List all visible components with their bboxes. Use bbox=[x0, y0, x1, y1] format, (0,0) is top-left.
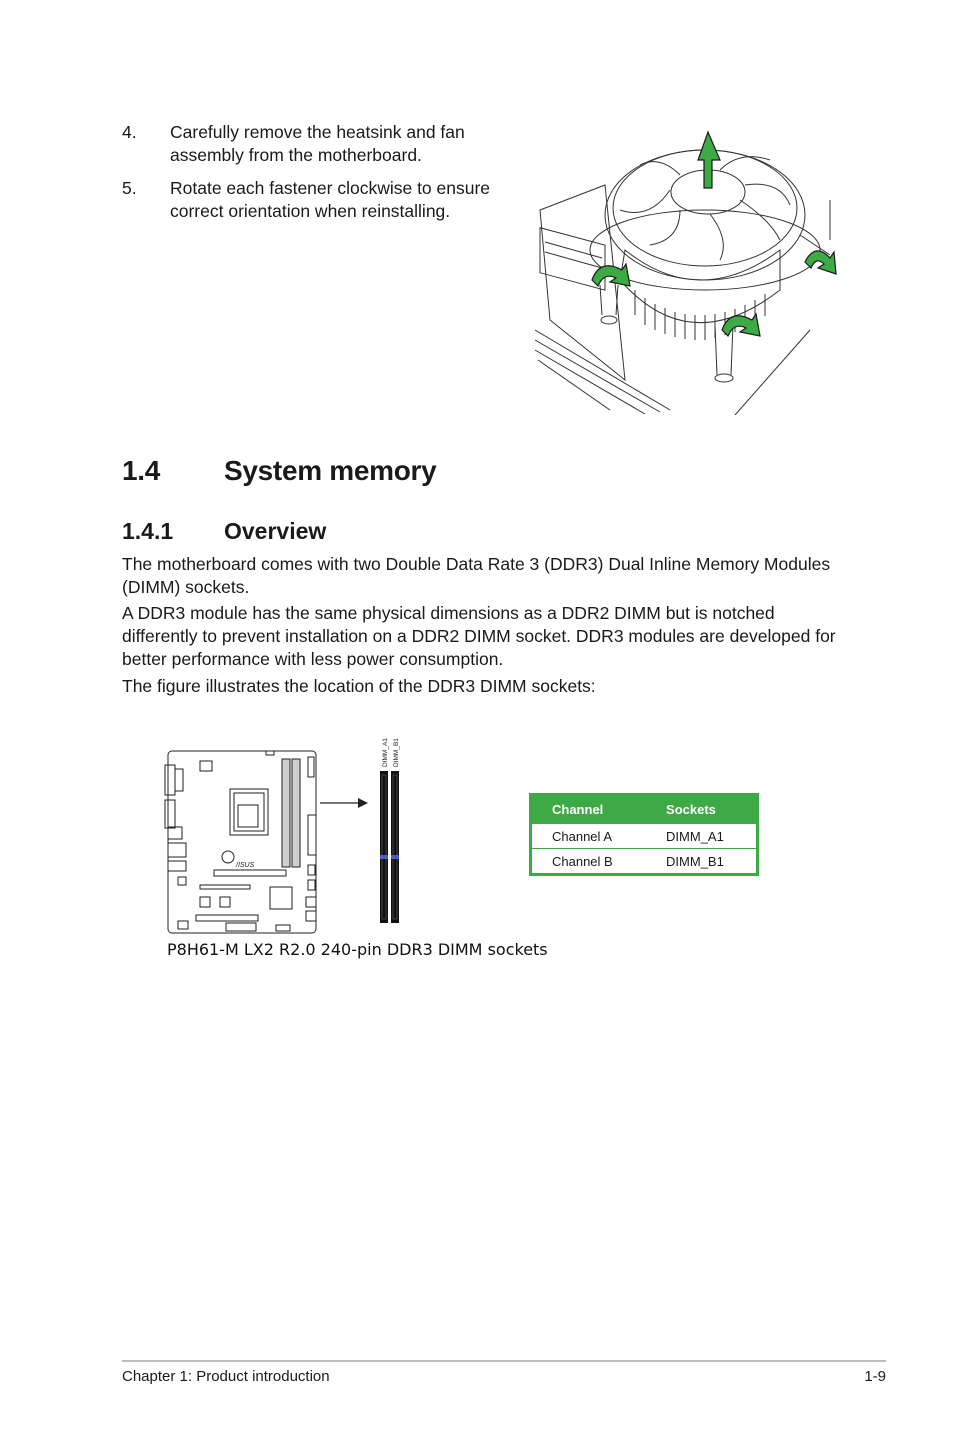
table-header-sockets: Sockets bbox=[646, 795, 757, 824]
board-logo: /ISUS bbox=[236, 862, 255, 869]
step-number: 4. bbox=[122, 122, 137, 142]
table-cell: Channel A bbox=[531, 824, 647, 849]
footer-divider bbox=[122, 1360, 886, 1362]
step-text: Carefully remove the heatsink and fan assembly from the motherboard. bbox=[170, 122, 465, 165]
table-row bbox=[531, 849, 758, 875]
section-title: System memory bbox=[224, 455, 437, 486]
subsection-number: 1.4.1 bbox=[122, 518, 174, 544]
table-header-row bbox=[531, 795, 758, 824]
subsection-title: Overview bbox=[224, 518, 327, 544]
heatsink-fan-illustration bbox=[530, 130, 850, 415]
section-number: 1.4 bbox=[122, 455, 161, 486]
paragraph: The figure illustrates the location of the DDR3 DIMM sockets: bbox=[122, 676, 596, 696]
table-header-channel: Channel bbox=[531, 795, 647, 824]
dimm-b1-label: DIMM_B1 bbox=[393, 738, 400, 767]
step-5 bbox=[122, 177, 502, 225]
table-row bbox=[531, 824, 758, 849]
paragraph: A DDR3 module has the same physical dimensions as a DDR2 DIMM but is notched differently to prevent installation on a DDR2 DIMM socket. DDR3 modules are developed for better performance with less power consumption. bbox=[122, 603, 836, 669]
table-cell: DIMM_B1 bbox=[646, 849, 757, 875]
motherboard-layout-diagram bbox=[160, 725, 420, 940]
table-cell: DIMM_A1 bbox=[646, 824, 757, 849]
figure-caption: P8H61-M LX2 R2.0 240-pin DDR3 DIMM sockets bbox=[167, 940, 548, 959]
paragraph: The motherboard comes with two Double Data Rate 3 (DDR3) Dual Inline Memory Modules (DIMM) sockets. bbox=[122, 554, 831, 597]
step-4 bbox=[122, 121, 502, 169]
step-number: 5. bbox=[122, 178, 137, 198]
step-text: Rotate each fastener clockwise to ensure correct orientation when reinstalling. bbox=[170, 178, 491, 221]
channel-socket-table bbox=[529, 793, 759, 876]
table-cell: Channel B bbox=[531, 849, 647, 875]
footer-chapter: Chapter 1: Product introduction bbox=[122, 1368, 330, 1385]
dimm-a1-label: DIMM_A1 bbox=[382, 738, 389, 767]
footer-page-number: 1-9 bbox=[864, 1368, 886, 1385]
